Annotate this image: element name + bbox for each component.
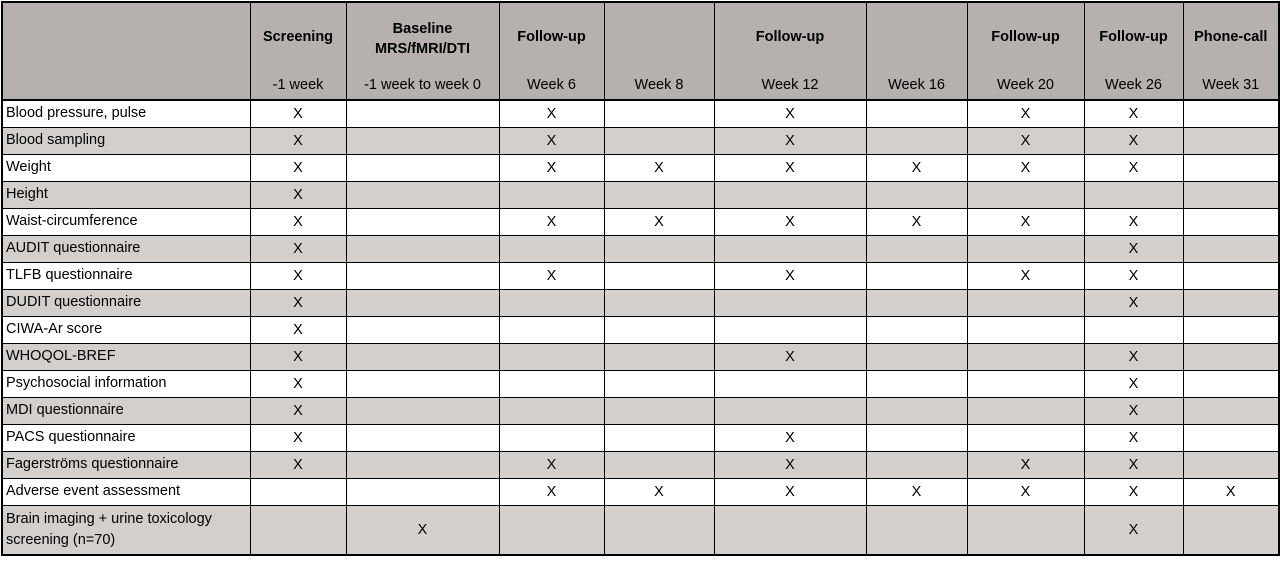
- column-title: Baseline MRS/fMRI/DTI: [374, 21, 471, 57]
- schedule-cell: [714, 397, 866, 424]
- row-label: CIWA-Ar score: [2, 316, 250, 343]
- header-cell-week-26: [1084, 2, 1183, 100]
- row-label: DUDIT questionnaire: [2, 289, 250, 316]
- schedule-cell: [967, 316, 1084, 343]
- assessment-schedule-table: [1, 1, 1280, 556]
- schedule-cell: [604, 424, 714, 451]
- schedule-cell: [604, 316, 714, 343]
- column-subtitle: -1 week: [272, 77, 324, 93]
- schedule-cell: [866, 262, 967, 289]
- schedule-cell: [604, 505, 714, 555]
- schedule-cell: [346, 154, 499, 181]
- schedule-cell: [499, 181, 604, 208]
- schedule-cell: [967, 370, 1084, 397]
- row-label: Weight: [2, 154, 250, 181]
- schedule-cell: [967, 235, 1084, 262]
- schedule-cell: [499, 316, 604, 343]
- header-cell-week-6: [499, 2, 604, 100]
- header-cell-week-8: [604, 2, 714, 100]
- schedule-cell: [1084, 316, 1183, 343]
- schedule-cell: [346, 451, 499, 478]
- column-title: Screening: [262, 29, 334, 45]
- table-row: [2, 181, 1279, 208]
- schedule-cell: [1084, 181, 1183, 208]
- schedule-cell: X: [967, 478, 1084, 505]
- schedule-cell: X: [866, 154, 967, 181]
- schedule-cell: [346, 424, 499, 451]
- schedule-cell: X: [1084, 289, 1183, 316]
- schedule-cell: [1183, 397, 1279, 424]
- schedule-cell: X: [714, 208, 866, 235]
- schedule-cell: [604, 235, 714, 262]
- schedule-cell: [866, 235, 967, 262]
- schedule-cell: [1183, 208, 1279, 235]
- schedule-cell: [604, 100, 714, 127]
- schedule-cell: X: [499, 451, 604, 478]
- schedule-cell: X: [250, 262, 346, 289]
- row-label: Brain imaging + urine toxicology screening (n=70): [2, 505, 250, 555]
- table-row: [2, 505, 1279, 555]
- table-row: [2, 289, 1279, 316]
- column-subtitle: Week 12: [761, 77, 819, 93]
- table-row: [2, 478, 1279, 505]
- schedule-cell: [1183, 451, 1279, 478]
- schedule-cell: X: [866, 478, 967, 505]
- schedule-cell: X: [866, 208, 967, 235]
- schedule-cell: X: [1084, 478, 1183, 505]
- schedule-cell: X: [499, 127, 604, 154]
- schedule-cell: [499, 397, 604, 424]
- table-row: [2, 451, 1279, 478]
- column-title: Follow-up: [991, 29, 1060, 45]
- schedule-cell: [866, 100, 967, 127]
- schedule-cell: X: [1084, 100, 1183, 127]
- row-label: Blood pressure, pulse: [2, 100, 250, 127]
- column-title: Follow-up: [755, 29, 825, 45]
- table-row: [2, 208, 1279, 235]
- schedule-cell: X: [604, 478, 714, 505]
- schedule-cell: X: [967, 208, 1084, 235]
- row-label: PACS questionnaire: [2, 424, 250, 451]
- schedule-cell: X: [1084, 127, 1183, 154]
- schedule-cell: X: [250, 424, 346, 451]
- schedule-cell: [866, 181, 967, 208]
- row-label: AUDIT questionnaire: [2, 235, 250, 262]
- schedule-cell: [346, 370, 499, 397]
- row-label: Waist-circumference: [2, 208, 250, 235]
- schedule-cell: [714, 316, 866, 343]
- column-subtitle: Week 6: [527, 77, 576, 93]
- schedule-cell: X: [1084, 451, 1183, 478]
- schedule-cell: [866, 424, 967, 451]
- schedule-cell: [499, 235, 604, 262]
- schedule-cell: X: [1084, 208, 1183, 235]
- schedule-cell: [346, 208, 499, 235]
- schedule-cell: [1183, 424, 1279, 451]
- header-cell-screening: [250, 2, 346, 100]
- schedule-cell: [346, 316, 499, 343]
- schedule-cell: [604, 397, 714, 424]
- column-subtitle: Week 26: [1105, 77, 1162, 93]
- schedule-cell: X: [1084, 235, 1183, 262]
- schedule-cell: [346, 235, 499, 262]
- schedule-cell: X: [1084, 505, 1183, 555]
- schedule-cell: [604, 451, 714, 478]
- schedule-cell: [1183, 154, 1279, 181]
- schedule-cell: X: [1084, 370, 1183, 397]
- schedule-cell: X: [499, 208, 604, 235]
- schedule-cell: [866, 316, 967, 343]
- schedule-cell: [866, 505, 967, 555]
- schedule-cell: X: [714, 478, 866, 505]
- header-cell-week-16: [866, 2, 967, 100]
- schedule-cell: [866, 127, 967, 154]
- schedule-cell: X: [250, 316, 346, 343]
- schedule-cell: X: [499, 262, 604, 289]
- table-row: [2, 262, 1279, 289]
- schedule-cell: [866, 397, 967, 424]
- schedule-cell: X: [250, 208, 346, 235]
- schedule-cell: X: [1084, 343, 1183, 370]
- schedule-cell: X: [967, 154, 1084, 181]
- schedule-cell: [866, 370, 967, 397]
- schedule-cell: [346, 100, 499, 127]
- schedule-cell: X: [1084, 397, 1183, 424]
- schedule-cell: X: [714, 154, 866, 181]
- header-cell-blank: [2, 2, 250, 100]
- schedule-cell: X: [714, 100, 866, 127]
- row-label: Blood sampling: [2, 127, 250, 154]
- schedule-cell: [499, 370, 604, 397]
- schedule-cell: [604, 181, 714, 208]
- schedule-cell: [604, 370, 714, 397]
- schedule-cell: X: [346, 505, 499, 555]
- row-label: Fagerströms questionnaire: [2, 451, 250, 478]
- schedule-cell: X: [1183, 478, 1279, 505]
- table-row: [2, 100, 1279, 127]
- schedule-cell: [1183, 316, 1279, 343]
- schedule-cell: X: [250, 100, 346, 127]
- schedule-cell: X: [250, 397, 346, 424]
- schedule-cell: X: [604, 208, 714, 235]
- schedule-cell: X: [967, 262, 1084, 289]
- schedule-cell: [967, 289, 1084, 316]
- schedule-cell: X: [967, 100, 1084, 127]
- table-row: [2, 343, 1279, 370]
- schedule-cell: [714, 505, 866, 555]
- schedule-cell: [604, 127, 714, 154]
- schedule-cell: [714, 289, 866, 316]
- schedule-cell: [866, 289, 967, 316]
- table-row: [2, 370, 1279, 397]
- schedule-cell: [967, 505, 1084, 555]
- schedule-cell: [346, 181, 499, 208]
- schedule-cell: [346, 289, 499, 316]
- header-cell-baseline: [346, 2, 499, 100]
- schedule-cell: [1183, 235, 1279, 262]
- schedule-cell: X: [1084, 154, 1183, 181]
- schedule-cell: X: [499, 154, 604, 181]
- schedule-cell: X: [250, 451, 346, 478]
- schedule-cell: X: [250, 343, 346, 370]
- header-cell-week-31: [1183, 2, 1279, 100]
- schedule-cell: X: [714, 343, 866, 370]
- schedule-cell: X: [250, 289, 346, 316]
- schedule-cell: [1183, 181, 1279, 208]
- schedule-cell: [967, 424, 1084, 451]
- row-label: Adverse event assessment: [2, 478, 250, 505]
- schedule-cell: X: [499, 100, 604, 127]
- header-cell-week-20: [967, 2, 1084, 100]
- schedule-cell: X: [967, 127, 1084, 154]
- schedule-cell: [1183, 505, 1279, 555]
- column-subtitle: Week 31: [1202, 77, 1260, 93]
- table-body: [2, 100, 1279, 555]
- schedule-cell: X: [250, 235, 346, 262]
- schedule-cell: [866, 451, 967, 478]
- column-subtitle: Week 16: [888, 77, 945, 93]
- column-subtitle: -1 week to week 0: [364, 77, 481, 93]
- schedule-cell: X: [499, 478, 604, 505]
- schedule-cell: [1183, 127, 1279, 154]
- column-title: Follow-up: [1099, 29, 1168, 45]
- row-label: Height: [2, 181, 250, 208]
- schedule-cell: [1183, 289, 1279, 316]
- schedule-cell: [250, 478, 346, 505]
- schedule-cell: [1183, 262, 1279, 289]
- schedule-cell: [499, 424, 604, 451]
- row-label: WHOQOL-BREF: [2, 343, 250, 370]
- schedule-cell: [346, 478, 499, 505]
- schedule-cell: X: [1084, 424, 1183, 451]
- schedule-cell: [967, 397, 1084, 424]
- schedule-cell: X: [250, 127, 346, 154]
- schedule-cell: X: [604, 154, 714, 181]
- schedule-cell: X: [250, 181, 346, 208]
- schedule-cell: X: [714, 424, 866, 451]
- schedule-cell: X: [714, 127, 866, 154]
- schedule-cell: X: [967, 451, 1084, 478]
- column-subtitle: Week 20: [997, 77, 1054, 93]
- table-row: [2, 316, 1279, 343]
- row-label: TLFB questionnaire: [2, 262, 250, 289]
- row-label: Psychosocial information: [2, 370, 250, 397]
- schedule-cell: [346, 127, 499, 154]
- schedule-cell: [499, 343, 604, 370]
- schedule-cell: [866, 343, 967, 370]
- schedule-cell: [346, 343, 499, 370]
- column-title: Phone-call: [1194, 29, 1268, 45]
- schedule-cell: [604, 343, 714, 370]
- table-row: [2, 397, 1279, 424]
- schedule-cell: [346, 397, 499, 424]
- schedule-cell: [604, 289, 714, 316]
- table-row: [2, 424, 1279, 451]
- schedule-cell: X: [714, 451, 866, 478]
- table-row: [2, 235, 1279, 262]
- schedule-cell: [967, 181, 1084, 208]
- schedule-cell: [714, 235, 866, 262]
- schedule-cell: [967, 343, 1084, 370]
- schedule-cell: [1183, 370, 1279, 397]
- header-cell-week-12: [714, 2, 866, 100]
- schedule-cell: [714, 181, 866, 208]
- schedule-cell: [1183, 100, 1279, 127]
- schedule-cell: [714, 370, 866, 397]
- table-row: [2, 154, 1279, 181]
- header-row: [2, 2, 1279, 100]
- schedule-cell: [604, 262, 714, 289]
- schedule-cell: [499, 289, 604, 316]
- schedule-cell: [250, 505, 346, 555]
- schedule-cell: [346, 262, 499, 289]
- schedule-cell: X: [250, 154, 346, 181]
- schedule-cell: X: [1084, 262, 1183, 289]
- column-subtitle: Week 8: [634, 77, 684, 93]
- schedule-cell: [499, 505, 604, 555]
- schedule-cell: X: [250, 370, 346, 397]
- row-label: MDI questionnaire: [2, 397, 250, 424]
- column-title: Follow-up: [517, 29, 586, 45]
- schedule-cell: [1183, 343, 1279, 370]
- schedule-cell: X: [714, 262, 866, 289]
- table-row: [2, 127, 1279, 154]
